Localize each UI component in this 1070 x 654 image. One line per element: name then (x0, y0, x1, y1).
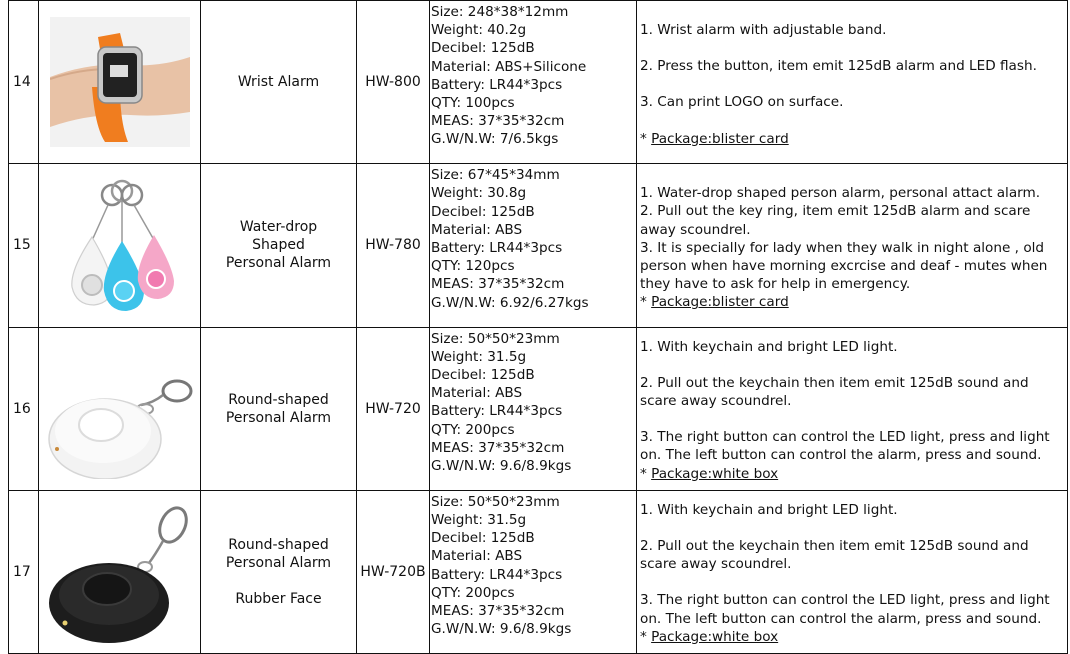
product-name (201, 1, 357, 164)
table-row (9, 490, 1068, 653)
package-info (640, 628, 1065, 646)
spec-material: Material: ABS (431, 548, 523, 565)
product-name-line: Personal Alarm (225, 409, 332, 426)
spec-size: Size: 67*45*34mm (431, 167, 560, 184)
package-info (640, 130, 1065, 148)
product-name-line: Personal Alarm (225, 554, 332, 571)
product-name-line: Rubber Face (235, 590, 322, 607)
product-name (201, 164, 357, 327)
spec-weight: Weight: 30.8g (431, 185, 527, 202)
description-line: 3. The right button can control the LED light, press and light on. The left button can control the alarm, press and sound. (640, 429, 1050, 464)
table-row (9, 164, 1068, 327)
package-info (640, 293, 1065, 311)
spec-battery: Battery: LR44*3pcs (431, 403, 563, 420)
package-prefix: * (640, 294, 652, 311)
product-name (201, 490, 357, 653)
description-line: 1. With keychain and bright LED light. (640, 501, 898, 518)
spec-meas: MEAS: 37*35*32cm (431, 439, 565, 456)
product-table (8, 0, 1068, 654)
model-number: HW-720B (357, 490, 430, 653)
description-line: 1. With keychain and bright LED light. (640, 338, 898, 355)
spec-cell (430, 490, 637, 653)
spec-battery: Battery: LR44*3pcs (431, 76, 563, 93)
spec-weight-gross-net: G.W/N.W: 7/6.5kgs (431, 131, 559, 148)
package-value: Package:blister card (651, 294, 789, 311)
spec-battery: Battery: LR44*3pcs (431, 240, 563, 257)
product-photo-cell (39, 327, 201, 490)
description-line: 2. Pull out the keychain then item emit 125dB sound and scare away scoundrel. (640, 537, 1029, 573)
table-row (9, 327, 1068, 490)
spec-qty: QTY: 200pcs (431, 421, 515, 438)
description-line: 2. Pull out the keychain then item emit 125dB sound and scare away scoundrel. (640, 374, 1029, 409)
spec-weight-gross-net: G.W/N.W: 6.92/6.27kgs (431, 294, 589, 311)
spec-decibel: Decibel: 125dB (431, 530, 535, 547)
product-name (201, 327, 357, 490)
spec-battery: Battery: LR44*3pcs (431, 566, 563, 583)
description-line: 1. Wrist alarm with adjustable band. (640, 22, 887, 38)
description-cell (637, 490, 1068, 653)
spec-weight-gross-net: G.W/N.W: 9.6/8.9kgs (431, 457, 572, 474)
product-name-line: Round-shaped (228, 536, 329, 553)
package-prefix: * (640, 628, 652, 645)
product-name-line: Shaped (252, 237, 305, 254)
description-line: 3. The right button can control the LED light, press and light on. The left button can control the alarm, press and sound. (640, 592, 1050, 627)
spec-meas: MEAS: 37*35*32cm (431, 113, 565, 130)
spec-cell (430, 1, 637, 164)
item-number: 15 (9, 164, 39, 327)
description-line: 3. It is specially for lady when they walk in night alone , old person when have morning excrcise and deaf - mutes when they have to ask for help in emergency. (640, 239, 1048, 293)
package-info (640, 465, 1065, 483)
description-cell (637, 1, 1068, 164)
round-white-alarm-photo-icon (45, 339, 195, 479)
water-drop-alarm-photo-icon (50, 175, 190, 315)
item-number: 14 (9, 1, 39, 164)
spec-weight: Weight: 40.2g (431, 22, 527, 39)
product-photo-cell (39, 1, 201, 164)
spec-meas: MEAS: 37*35*32cm (431, 276, 565, 293)
product-name-line: Personal Alarm (225, 255, 332, 272)
package-value: Package:white box (651, 628, 779, 645)
package-prefix: * (640, 465, 652, 482)
item-number: 17 (9, 490, 39, 653)
description-cell (637, 164, 1068, 327)
spec-cell (430, 327, 637, 490)
model-number: HW-780 (357, 164, 430, 327)
package-value: Package:blister card (651, 130, 789, 147)
spec-weight-gross-net: G.W/N.W: 9.6/8.9kgs (431, 621, 572, 638)
spec-weight: Weight: 31.5g (431, 348, 527, 365)
product-name-line: Round-shaped (228, 391, 329, 408)
spec-qty: QTY: 100pcs (431, 95, 515, 112)
spec-meas: MEAS: 37*35*32cm (431, 602, 565, 619)
model-number: HW-800 (357, 1, 430, 164)
spec-decibel: Decibel: 125dB (431, 366, 535, 383)
package-prefix: * (640, 130, 652, 147)
spec-cell (430, 164, 637, 327)
item-number: 16 (9, 327, 39, 490)
spec-size: Size: 248*38*12mm (431, 4, 569, 20)
spec-qty: QTY: 120pcs (431, 258, 515, 275)
description-line: 2. Press the button, item emit 125dB alarm and LED flash. (640, 58, 1037, 75)
description-line: 3. Can print LOGO on surface. (640, 94, 844, 111)
spec-decibel: Decibel: 125dB (431, 40, 535, 57)
product-photo-cell (39, 164, 201, 327)
spec-material: Material: ABS (431, 221, 523, 238)
spec-material: Material: ABS+Silicone (431, 58, 587, 75)
description-line: 2. Pull out the key ring, item emit 125dB alarm and scare away scoundrel. (640, 203, 1031, 238)
spec-material: Material: ABS (431, 385, 523, 402)
round-black-alarm-photo-icon (45, 497, 195, 647)
spec-size: Size: 50*50*23mm (431, 330, 560, 347)
description-line: 1. Water-drop shaped person alarm, personal attact alarm. (640, 185, 1041, 202)
product-name-line: Water-drop (239, 219, 318, 236)
product-name-line: Wrist Alarm (237, 74, 320, 91)
wrist-alarm-photo-icon (50, 17, 190, 147)
spec-weight: Weight: 31.5g (431, 511, 527, 528)
model-number: HW-720 (357, 327, 430, 490)
package-value: Package:white box (651, 465, 779, 482)
product-photo-cell (39, 490, 201, 653)
spec-size: Size: 50*50*23mm (431, 493, 560, 510)
spec-qty: QTY: 200pcs (431, 584, 515, 601)
table-row (9, 1, 1068, 164)
spec-decibel: Decibel: 125dB (431, 203, 535, 220)
description-cell (637, 327, 1068, 490)
